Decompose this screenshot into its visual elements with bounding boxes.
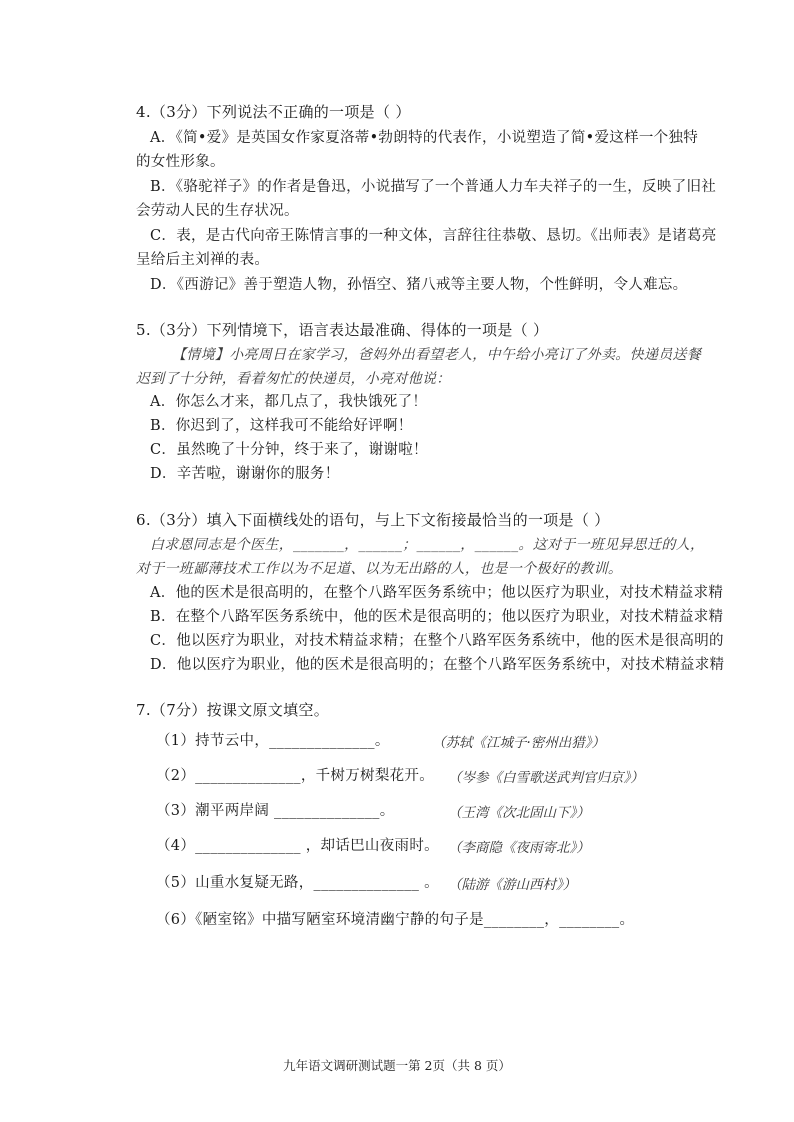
q4-heading: 4.（3分）下列说法不正确的一项是（ ） bbox=[136, 103, 411, 121]
q4-option-b: B．《骆驼祥子》的作者是鲁迅，小说描写了一个普通人力车夫祥子的一生，反映了旧社 bbox=[150, 179, 717, 195]
q5-option-a: A．你怎么才来，都几点了，我快饿死了！ bbox=[150, 394, 428, 410]
q4-option-c-cont: 呈给后主刘禅的表。 bbox=[136, 252, 270, 268]
q6-context-cont: 对于一班鄙薄技术工作以为不足道、以为无出路的人，也是一个极好的教训。 bbox=[136, 561, 623, 577]
q7-item-4-source: （李商隐《夜雨寄北》） bbox=[448, 840, 590, 856]
page-footer: 九年语文调研测试题一第 2页（共 8 页） bbox=[283, 1058, 511, 1073]
q7-item-1-source: （苏轼《江城子·密州出猎》） bbox=[432, 735, 606, 751]
q5-option-d: D．辛苦啦，谢谢你的服务！ bbox=[150, 466, 340, 482]
q6-heading: 6.（3分）填入下面横线处的语句，与上下文衔接最恰当的一项是（ ） bbox=[136, 511, 610, 529]
q6-option-b: B．在整个八路军医务系统中，他的医术是很高明的；他以医疗为职业，对技术精益求精 bbox=[150, 609, 724, 625]
q7-item-6: （6）《陋室铭》中描写陋室环境清幽宁静的句子是________，________。 bbox=[156, 912, 635, 928]
q7-item-4: （4）______________ ，却话巴山夜雨时。 bbox=[156, 838, 439, 854]
q5-context: 【情境】小亮周日在家学习，爸妈外出看望老人，中午给小亮订了外卖。快递员送餐 bbox=[172, 347, 702, 363]
q6-option-d: D．他以医疗为职业，他的医术是很高明的；在整个八路军医务系统中，对技术精益求精 bbox=[150, 657, 725, 673]
q4-option-b-cont: 会劳动人民的生存状况。 bbox=[136, 203, 299, 219]
q7-item-3: （3）潮平两岸阔 ______________。 bbox=[156, 803, 395, 819]
q5-option-c: C．虽然晚了十分钟，终于来了，谢谢啦！ bbox=[150, 442, 428, 458]
q4-option-c: C．表，是古代向帝王陈情言事的一种文体，言辞往往恭敬、恳切。《出师表》是诸葛亮 bbox=[150, 228, 717, 244]
q7-heading: 7.（7分）按课文原文填空。 bbox=[136, 701, 330, 719]
q6-option-a: A．他的医术是很高明的，在整个八路军医务系统中；他以医疗为职业，对技术精益求精 bbox=[150, 585, 724, 601]
q7-item-5-source: （陆游《游山西村》） bbox=[448, 877, 577, 893]
q5-heading: 5.（3分）下列情境下，语言表达最准确、得体的一项是（ ） bbox=[136, 321, 549, 339]
q7-item-1: （1）持节云中，______________。 bbox=[156, 733, 390, 749]
q6-option-c: C．他以医疗为职业，对技术精益求精；在整个八路军医务系统中，他的医术是很高明的 bbox=[150, 633, 724, 649]
q7-item-5: （5）山重水复疑无路，______________ 。 bbox=[156, 875, 439, 891]
q4-option-a: A．《简•爱》是英国女作家夏洛蒂•勃朗特的代表作，小说塑造了简•爱这样一个独特 bbox=[150, 130, 699, 146]
q4-option-a-cont: 的女性形象。 bbox=[136, 154, 225, 170]
q6-context: 白求恩同志是个医生，_______，______；______，______。这对于一班见异思迁的人， bbox=[150, 537, 705, 553]
q7-item-3-source: （王湾《次北固山下》） bbox=[448, 805, 590, 821]
q7-item-2-source: （岑参《白雪歌送武判官归京》） bbox=[448, 770, 644, 786]
q5-option-b: B．你迟到了，这样我可不能给好评啊！ bbox=[150, 418, 413, 434]
q5-context-cont: 迟到了十分钟，看着匆忙的快递员，小亮对他说： bbox=[136, 371, 451, 387]
q4-option-d: D．《西游记》善于塑造人物，孙悟空、猪八戒等主要人物，个性鲜明，令人难忘。 bbox=[150, 277, 688, 293]
q7-item-2: （2）______________，千树万树梨花开。 bbox=[156, 768, 435, 784]
